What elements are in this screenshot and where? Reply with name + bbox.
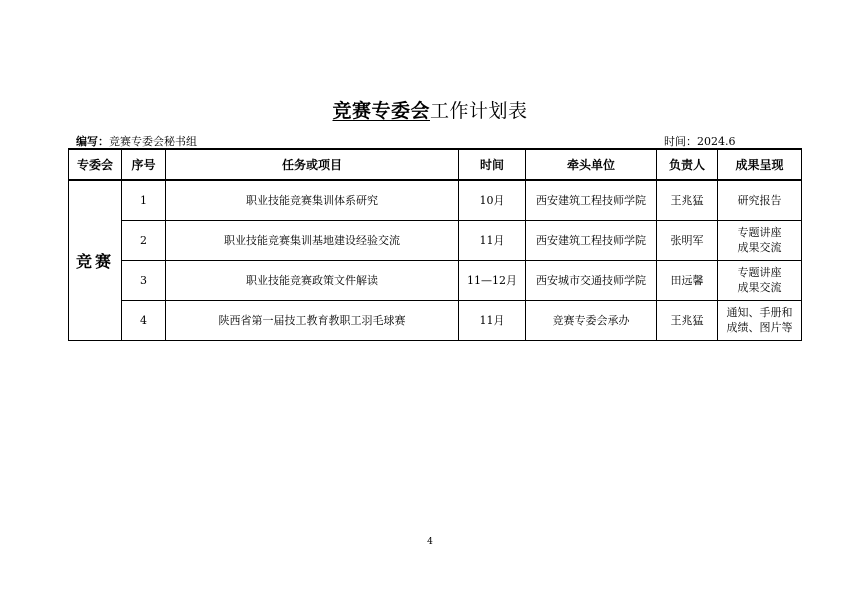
row-number: 4	[122, 300, 166, 340]
row-person: 王兆猛	[657, 300, 718, 340]
row-lead-unit: 西安城市交通技师学院	[526, 260, 657, 300]
result-line: 专题讲座	[737, 266, 782, 279]
row-person: 张明军	[657, 220, 718, 260]
title-committee: 竞赛专委会	[332, 100, 430, 122]
plan-table	[68, 148, 802, 341]
table-row	[69, 220, 802, 260]
title-plan: 工作计划表	[430, 100, 528, 122]
table-row	[69, 300, 802, 340]
row-task: 职业技能竞赛政策文件解读	[166, 260, 459, 300]
result-line: 成绩、图片等	[726, 321, 793, 334]
author-value: 竞赛专委会秘书组	[109, 135, 197, 148]
result-line: 成果交流	[737, 281, 782, 294]
result-line: 专题讲座	[737, 226, 782, 239]
row-lead-unit: 西安建筑工程技师学院	[526, 220, 657, 260]
row-result	[718, 220, 802, 260]
document-title	[0, 96, 860, 123]
table-row	[69, 260, 802, 300]
result-line: 研究报告	[737, 193, 782, 207]
row-number: 2	[122, 220, 166, 260]
row-number: 1	[122, 180, 166, 220]
row-task: 职业技能竞赛集训体系研究	[166, 180, 459, 220]
date-line: 时间：2024.6	[664, 135, 736, 148]
row-result	[718, 180, 802, 220]
header-result: 成果呈现	[718, 149, 802, 180]
row-task: 职业技能竞赛集训基地建设经验交流	[166, 220, 459, 260]
header-committee: 专委会	[69, 149, 122, 180]
table-row	[69, 180, 802, 220]
row-result	[718, 300, 802, 340]
row-lead-unit: 西安建筑工程技师学院	[526, 180, 657, 220]
author-line	[76, 133, 197, 149]
row-time: 11月	[459, 220, 526, 260]
group-cell: 竞赛	[69, 180, 122, 340]
header-person: 负责人	[657, 149, 718, 180]
row-person: 田远馨	[657, 260, 718, 300]
result-line: 通知、手册和	[726, 306, 793, 319]
page-number: 4	[427, 537, 433, 547]
row-result	[718, 260, 802, 300]
result-line: 成果交流	[737, 241, 782, 254]
header-task: 任务或项目	[166, 149, 459, 180]
row-task: 陕西省第一届技工教育教职工羽毛球赛	[166, 300, 459, 340]
row-time: 11月	[459, 300, 526, 340]
header-row	[69, 149, 802, 180]
row-lead-unit: 竞赛专委会承办	[526, 300, 657, 340]
header-time: 时间	[459, 149, 526, 180]
row-person: 王兆猛	[657, 180, 718, 220]
row-time: 11—12月	[459, 260, 526, 300]
header-number: 序号	[122, 149, 166, 180]
author-label: 编写：	[76, 135, 109, 148]
row-number: 3	[122, 260, 166, 300]
row-time: 10月	[459, 180, 526, 220]
header-lead-unit: 牵头单位	[526, 149, 657, 180]
